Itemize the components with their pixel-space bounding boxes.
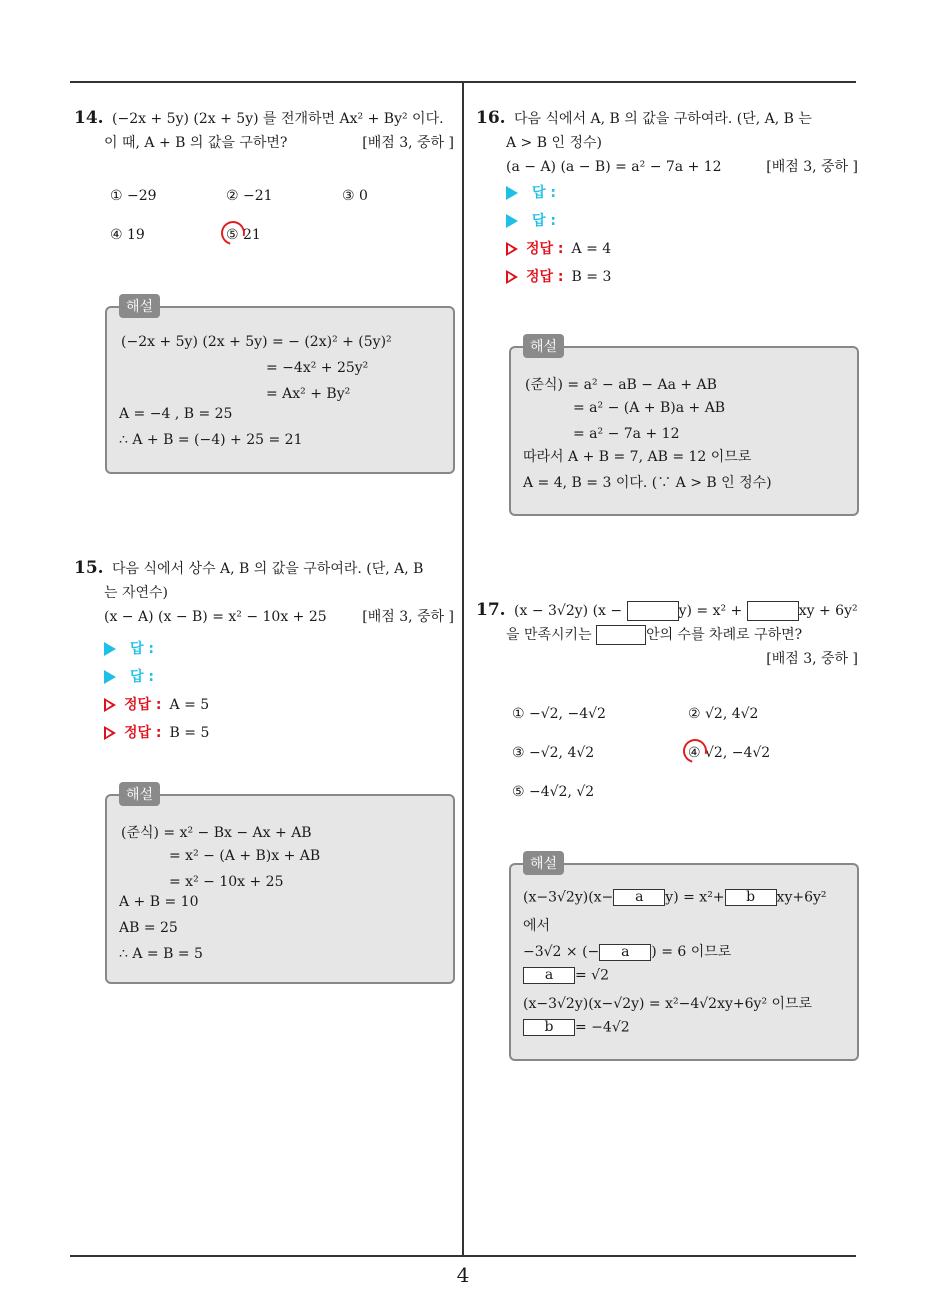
question-number: 15. [74, 558, 104, 578]
triangle-outline-icon [506, 242, 518, 256]
explanation-line: = −4x² + 25y² [266, 360, 369, 376]
explanation-line: ∴ A = B = 5 [119, 946, 203, 962]
question-text: A > B 인 정수) [506, 135, 602, 151]
explanation-tag: 해설 [119, 294, 160, 318]
blank-box: b [725, 889, 777, 906]
question-text: 다음 식에서 A, B 의 값을 구하여라. (단, A, B 는 [514, 111, 812, 127]
explanation-line: AB = 25 [119, 920, 178, 936]
play-icon [506, 214, 518, 228]
equation: (a − A) (a − B) = a² − 7a + 12 [506, 159, 722, 175]
explanation-line: (x−3√2y)(x− a y) = x²+ b xy+6y² [523, 889, 827, 906]
blank-box [747, 601, 799, 621]
question-text: 다음 식에서 상수 A, B 의 값을 구하여라. (단, A, B [112, 561, 424, 577]
choice-3[interactable]: ③ −√2, 4√2 [512, 745, 595, 761]
explanation-box [105, 787, 455, 984]
explanation-line: = a² − 7a + 12 [573, 426, 680, 442]
blank-box [596, 625, 646, 645]
correct-answer: 정답 : A = 5 [74, 691, 454, 719]
explanation-line: (−2x + 5y) (2x + 5y) = − (2x)² + (5y)² [121, 334, 392, 350]
correct-answer: 정답 : A = 4 [476, 235, 858, 263]
explanation-line: 에서 [523, 918, 551, 934]
question-16 [476, 106, 858, 291]
question-17: 17. (x − 3√2y) (x − y) = x² + xy + 6y² 을 만족시키는 안의 수를 차례로 구하면? [배점 3, 중하 ] [476, 598, 858, 671]
explanation-line: = x² − 10x + 25 [169, 874, 284, 890]
points-label: [배점 3, 중하 ] [766, 651, 858, 667]
blank-box: a [599, 944, 651, 961]
explanation-tag: 해설 [523, 851, 564, 875]
choice-2[interactable]: ② √2, 4√2 [688, 706, 759, 722]
explanation-line: −3√2 × (− a ) = 6 이므로 [523, 943, 732, 960]
question-text: 는 자연수) [104, 585, 169, 601]
blank-box: a [523, 967, 575, 984]
bottom-rule [70, 1255, 856, 1257]
play-icon [104, 642, 116, 656]
explanation-tag: 해설 [119, 782, 160, 806]
explanation-box [509, 856, 859, 1061]
explanation-tag: 해설 [523, 334, 564, 358]
page-number: 4 [456, 1263, 470, 1287]
answer-field[interactable]: 답 : [74, 663, 454, 691]
choice-3[interactable]: ③ 0 [342, 188, 368, 204]
points-label: [배점 3, 중하 ] [362, 609, 454, 625]
choice-1[interactable]: ① −√2, −4√2 [512, 706, 606, 722]
choice-4[interactable]: ④ √2, −4√2 [688, 745, 771, 761]
explanation-line: A = 4, B = 3 이다. (∵ A > B 인 정수) [523, 475, 772, 491]
explanation-line: = a² − (A + B)a + AB [573, 400, 726, 416]
question-text: 이 때, A + B 의 값을 구하면? [104, 135, 288, 151]
choice-2[interactable]: ② −21 [226, 188, 273, 204]
explanation-line: a = √2 [523, 967, 609, 984]
explanation-line: A = −4 , B = 25 [119, 406, 233, 422]
choice-5[interactable]: ⑤ 21 [226, 227, 261, 243]
correct-answer: 정답 : B = 3 [476, 263, 858, 291]
points-label: [배점 3, 중하 ] [766, 159, 858, 175]
play-icon [506, 186, 518, 200]
play-icon [104, 670, 116, 684]
question-14 [74, 106, 454, 155]
blank-box: a [613, 889, 665, 906]
question-number: 14. [74, 108, 104, 128]
column-divider [462, 81, 464, 1257]
explanation-box [105, 299, 455, 474]
explanation-line: b = −4√2 [523, 1019, 630, 1036]
explanation-line: (x−3√2y)(x−√2y) = x²−4√2xy+6y² 이므로 [523, 996, 813, 1012]
explanation-line: (준식) = x² − Bx − Ax + AB [121, 825, 312, 841]
choice-1[interactable]: ① −29 [110, 188, 157, 204]
question-15 [74, 556, 454, 747]
question-text: (−2x + 5y) (2x + 5y) 를 전개하면 Ax² + By² 이다. [112, 111, 444, 127]
question-number: 16. [476, 108, 506, 128]
explanation-box [509, 339, 859, 516]
triangle-outline-icon [104, 726, 116, 740]
question-number: 17. [476, 600, 506, 620]
answer-field[interactable]: 답 : [74, 635, 454, 663]
triangle-outline-icon [104, 698, 116, 712]
answer-field[interactable]: 답 : [476, 207, 858, 235]
equation: (x − A) (x − B) = x² − 10x + 25 [104, 609, 327, 625]
explanation-line: ∴ A + B = (−4) + 25 = 21 [119, 432, 303, 448]
points-label: [배점 3, 중하 ] [362, 135, 454, 151]
choice-4[interactable]: ④ 19 [110, 227, 145, 243]
blank-box: b [523, 1019, 575, 1036]
explanation-line: A + B = 10 [119, 894, 199, 910]
correct-answer: 정답 : B = 5 [74, 719, 454, 747]
choice-5[interactable]: ⑤ −4√2, √2 [512, 784, 595, 800]
explanation-line: = Ax² + By² [266, 386, 351, 402]
explanation-line: 따라서 A + B = 7, AB = 12 이므로 [523, 449, 752, 465]
explanation-line: = x² − (A + B)x + AB [169, 848, 321, 864]
blank-box [627, 601, 679, 621]
explanation-line: (준식) = a² − aB − Aa + AB [525, 377, 717, 393]
triangle-outline-icon [506, 270, 518, 284]
answer-field[interactable]: 답 : [476, 179, 858, 207]
